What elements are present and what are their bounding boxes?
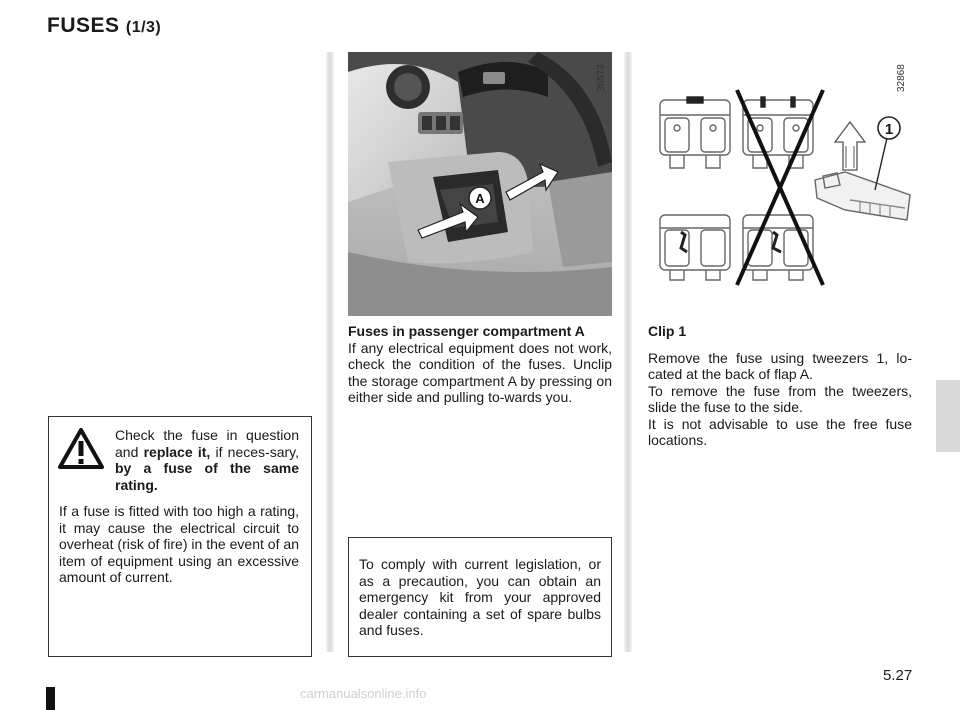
column-divider-left	[326, 52, 334, 652]
label-a: A	[475, 191, 485, 206]
note-body: To comply with current legislation, or as a precaution, you can obtain an emergency kit from your approved dealer containing a set of spare bulbs and fuses.	[359, 556, 601, 638]
clip-paragraph-2: To remove the fuse from the tweezers, slide the fuse to the side.	[648, 382, 912, 415]
title-part: (1/3)	[125, 19, 162, 36]
warning-body: If a fuse is fitted with too high a rating, it may cause the electrical circuit to overheat (risk of fire) in the event of an item of equipment using an excessive amount of current.	[59, 503, 299, 585]
clip-text	[648, 323, 912, 449]
page-edge-marker	[46, 687, 55, 710]
fuse-diagram	[645, 60, 915, 300]
image-code-left: 36573	[596, 64, 607, 92]
warning-triangle-icon	[57, 427, 105, 471]
clip-paragraph-3: It is not advisable to use the free fuse locations.	[648, 415, 912, 448]
compartment-body: If any electrical equipment does not work, check the condition of the fuses. Unclip the storage compartment A by pressing on either side and pulling to-wards you.	[348, 339, 612, 405]
compartment-heading: Fuses in passenger compartment A	[348, 323, 585, 339]
compartment-text	[348, 323, 612, 406]
footer-watermark: carmanualsonline.info	[300, 686, 427, 701]
fuse-bottom-left	[660, 215, 730, 280]
warning-box	[48, 416, 312, 657]
note-box	[348, 537, 612, 657]
page-title	[47, 14, 161, 38]
label-1: 1	[884, 121, 894, 138]
title-text: FUSES	[47, 14, 120, 37]
clip-heading: Clip 1	[648, 323, 687, 339]
fuse-top-left	[660, 97, 730, 168]
section-tab	[936, 380, 960, 452]
tweezers	[815, 172, 910, 220]
image-code-right: 32868	[896, 64, 907, 92]
warning-intro: Check the fuse in question and replace it, if neces-sary, by a fuse of the same rating.	[115, 427, 299, 493]
column-divider-right	[624, 52, 632, 652]
clip-paragraph-1: Remove the fuse using tweezers 1, lo-cated at the back of flap A.	[648, 349, 912, 382]
page-number: 5.27	[883, 667, 913, 684]
dashboard-illustration	[348, 52, 612, 316]
